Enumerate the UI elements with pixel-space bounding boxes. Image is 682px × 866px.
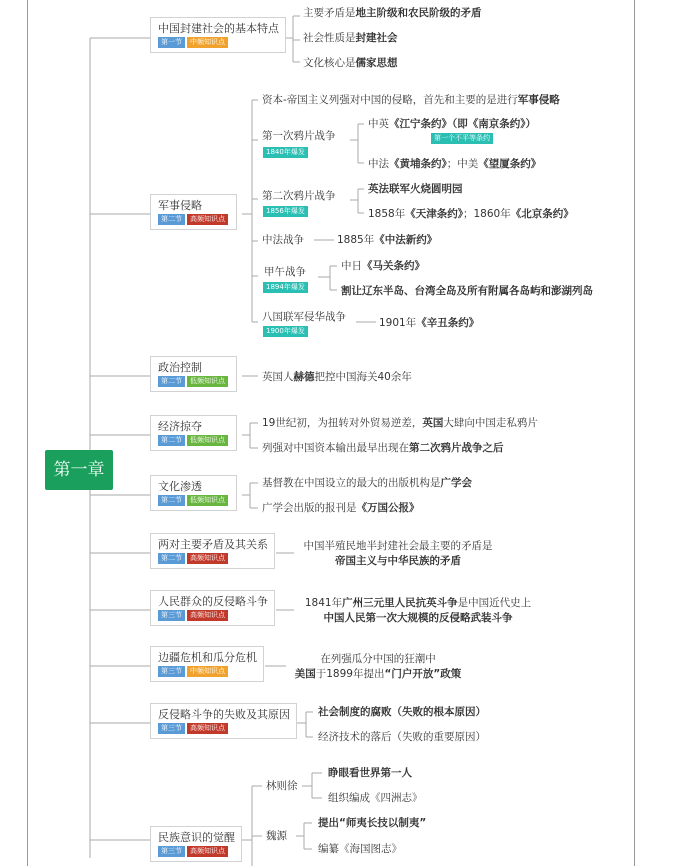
contradiction-line2: 帝国主义与中华民族的矛盾 [335,555,461,567]
frontier-line2: 美国于1899年提出“门户开放”政策 [294,668,462,680]
year-tag: 1856年爆发 [263,206,308,217]
struggle-line1: 1841年广州三元里人民抗英斗争是中国近代史上 [304,597,532,609]
feudal-point: 社会性质是封建社会 [303,32,398,44]
frequency-tag: 中频知识点 [187,37,228,48]
struggle-line2: 中国人民第一次大规模的反侵略武装斗争 [323,612,513,624]
frequency-tag: 低频知识点 [187,376,228,387]
political-point: 英国人赫德把控中国海关40余年 [262,371,412,383]
contradiction-line1: 中国半殖民地半封建社会最主要的矛盾是 [303,540,493,552]
military-intro: 资本-帝国主义列强对中国的侵略，首先和主要的是进行军事侵略 [262,94,560,106]
frontier-line1: 在列强瓜分中国的狂潮中 [320,653,436,665]
failure-fundamental: 社会制度的腐败（失败的根本原因） [318,706,486,718]
war-second-opium[interactable]: 第二次鸦片战争 [262,190,336,202]
frequency-tag: 高频知识点 [187,846,228,857]
first-unequal-treaty-tag: 第一个不平等条约 [431,133,493,144]
frequency-tag: 低频知识点 [187,435,228,446]
treaty-tianjin-beijing: 1858年《天津条约》；1860年《北京条约》 [368,208,574,220]
section-tag: 第三节 [158,723,185,734]
topic-cultural-infiltration[interactable] [150,475,237,511]
topic-feudal-features[interactable] [150,17,286,53]
topic-title: 两对主要矛盾及其关系 [158,538,268,551]
treaty-nanjing: 中英《江宁条约》（即《南京条约》） [368,118,536,130]
topic-frontier-crisis[interactable] [150,646,264,682]
topic-political-control[interactable] [150,356,237,392]
failure-important: 经济技术的落后（失败的重要原因） [318,731,486,743]
war-sino-french[interactable]: 中法战争 [262,234,304,246]
cultural-point: 基督教在中国设立的最大的出版机构是广学会 [262,477,472,489]
topic-national-awakening[interactable] [150,826,242,862]
frequency-tag: 低频知识点 [187,495,228,506]
section-tag: 第二节 [158,553,185,564]
person-lin-zexu[interactable]: 林则徐 [266,780,298,792]
economic-point: 列强对中国资本输出最早出现在第二次鸦片战争之后 [262,442,504,454]
wei-yuan-point: 提出“师夷长技以制夷” [318,817,427,829]
frequency-tag: 高频知识点 [187,723,228,734]
section-tag: 第三节 [158,666,185,677]
burning-yuanmingyuan: 英法联军火烧圆明园 [368,183,463,195]
topic-anti-aggression-struggle[interactable] [150,590,275,626]
topic-title: 反侵略斗争的失败及其原因 [158,708,290,721]
topic-title: 人民群众的反侵略斗争 [158,595,268,608]
lin-zexu-point: 睁眼看世界第一人 [328,767,412,779]
section-tag: 第二节 [158,435,185,446]
feudal-point: 主要矛盾是地主阶级和农民阶级的矛盾 [303,7,482,19]
topic-title: 文化渗透 [158,480,202,493]
treaty-shimonoseki: 中日《马关条约》 [341,260,425,272]
year-tag: 1900年爆发 [263,326,308,337]
section-tag: 第二节 [158,376,185,387]
frequency-tag: 高频知识点 [187,214,228,225]
topic-failure-causes[interactable] [150,703,297,739]
chapter-root[interactable]: 第一章 [45,450,113,490]
topic-title: 经济掠夺 [158,420,202,433]
year-tag: 1894年爆发 [263,282,308,293]
section-tag: 第三节 [158,846,185,857]
economic-point: 19世纪初，为扭转对外贸易逆差，英国大肆向中国走私鸦片 [262,417,538,429]
war-first-opium[interactable]: 第一次鸦片战争 [262,130,336,142]
year-tag: 1840年爆发 [263,147,308,158]
person-wei-yuan[interactable]: 魏源 [266,830,287,842]
war-sino-japanese[interactable]: 甲午战争 [264,266,306,278]
section-tag: 第二节 [158,495,185,506]
frequency-tag: 高频知识点 [187,610,228,621]
lin-zexu-point: 组织编成《四洲志》 [328,792,423,804]
treaty-huangpu-wangxia: 中法《黄埔条约》；中美《望厦条约》 [368,158,542,170]
war-eight-nation[interactable]: 八国联军侵华战争 [262,311,346,323]
treaty-boxer: 1901年《辛丑条约》 [379,317,480,329]
section-tag: 第二节 [158,214,185,225]
topic-title: 中国封建社会的基本特点 [158,22,279,35]
ceded-territories: 割让辽东半岛、台湾全岛及所有附属各岛屿和澎湖列岛 [341,285,593,297]
topic-title: 边疆危机和瓜分危机 [158,651,257,664]
frequency-tag: 中频知识点 [187,666,228,677]
topic-title: 军事侵略 [158,199,202,212]
topic-military-aggression[interactable] [150,194,237,230]
cultural-point: 广学会出版的报刊是《万国公报》 [262,502,420,514]
topic-economic-plunder[interactable] [150,415,237,451]
wei-yuan-point: 编纂《海国图志》 [318,843,402,855]
feudal-point: 文化核心是儒家思想 [303,57,398,69]
treaty-sino-french: 1885年《中法新约》 [337,234,438,246]
topic-title: 民族意识的觉醒 [158,831,235,844]
topic-title: 政治控制 [158,361,202,374]
section-tag: 第一节 [158,37,185,48]
section-tag: 第三节 [158,610,185,621]
frequency-tag: 高频知识点 [187,553,228,564]
topic-two-contradictions[interactable] [150,533,275,569]
